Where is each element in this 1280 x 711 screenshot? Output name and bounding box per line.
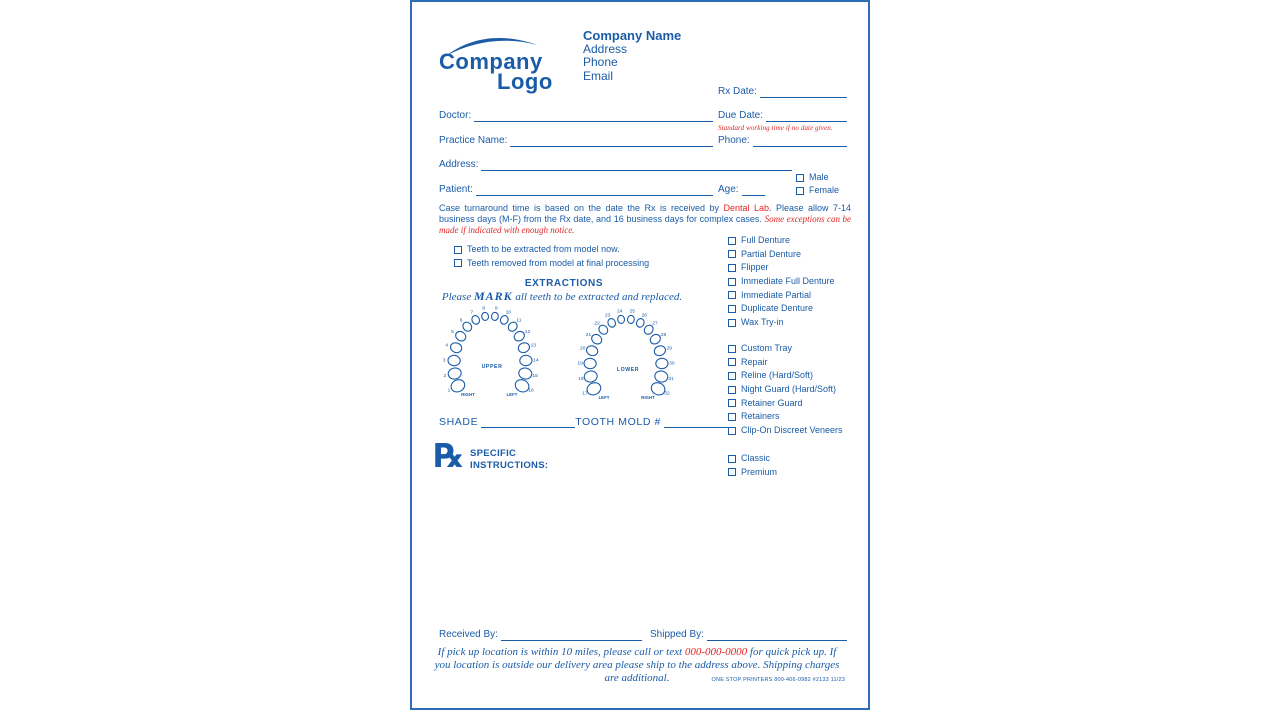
- tier-options-list: [728, 454, 777, 481]
- tooth-number: 3: [442, 358, 446, 364]
- denture-option[interactable]: [728, 250, 835, 259]
- tooth-3[interactable]: [448, 355, 461, 366]
- tooth-number: 30: [669, 361, 675, 367]
- tooth-14[interactable]: [519, 355, 532, 366]
- denture-option-label: Immediate Partial: [741, 289, 812, 300]
- female-option[interactable]: [796, 186, 839, 195]
- tooth-number: 19: [577, 361, 583, 367]
- tooth-number: 22: [594, 321, 600, 327]
- tooth-number: 24: [617, 309, 623, 315]
- turnaround-note: [439, 203, 851, 236]
- patient-field: [439, 184, 713, 196]
- tooth-number: 12: [524, 329, 531, 335]
- tooth-number: 1: [447, 388, 451, 394]
- denture-option-checkbox[interactable]: [728, 237, 736, 245]
- denture-option-checkbox[interactable]: [728, 250, 736, 258]
- tooth-number: 28: [660, 332, 667, 338]
- tooth-31[interactable]: [654, 370, 669, 383]
- rx-date-blank[interactable]: [760, 86, 847, 98]
- company-phone: Phone: [583, 55, 618, 69]
- due-date-label: Due Date:: [718, 110, 764, 121]
- appliance-option-checkbox[interactable]: [728, 372, 736, 380]
- specific-instructions-heading: [470, 448, 548, 471]
- received-by-label: Received By:: [439, 629, 498, 640]
- pickup-note-pre: If pick up location is within 10 miles, please call or text: [437, 646, 685, 658]
- denture-option-checkbox[interactable]: [728, 291, 736, 299]
- appliance-option[interactable]: [728, 371, 843, 380]
- address-blank[interactable]: [481, 159, 792, 171]
- turnaround-text-1: Case turnaround time is based on the date the Rx is received by: [439, 203, 724, 213]
- appliance-option-label: Night Guard (Hard/Soft): [741, 384, 837, 395]
- doctor-field: [439, 110, 713, 122]
- tooth-mold-blank[interactable]: [664, 416, 728, 428]
- tooth-4[interactable]: [449, 341, 463, 354]
- rx-date-field: [718, 86, 847, 98]
- tooth-8[interactable]: [481, 312, 489, 321]
- denture-option[interactable]: [728, 263, 835, 272]
- tooth-30[interactable]: [655, 358, 668, 369]
- practice-name-blank[interactable]: [510, 135, 713, 147]
- male-option[interactable]: [796, 173, 829, 182]
- printer-info-line: ONE STOP PRINTERS 800-406-0982 #2133 11/23: [711, 677, 845, 683]
- appliance-option-checkbox[interactable]: [728, 413, 736, 421]
- appliance-option-checkbox[interactable]: [728, 386, 736, 394]
- doctor-label: Doctor:: [439, 110, 472, 121]
- tooth-number: 29: [666, 346, 673, 352]
- due-date-blank[interactable]: [766, 110, 847, 122]
- specific-instructions-area[interactable]: [439, 482, 847, 622]
- shipped-by-field: [650, 629, 847, 641]
- tooth-26[interactable]: [635, 317, 645, 328]
- age-blank[interactable]: [742, 184, 765, 196]
- denture-option[interactable]: [728, 277, 835, 286]
- tier-option-checkbox[interactable]: [728, 455, 736, 463]
- phone-blank[interactable]: [753, 135, 847, 147]
- denture-option[interactable]: [728, 318, 835, 327]
- tooth-5[interactable]: [454, 329, 468, 342]
- appliance-option-checkbox[interactable]: [728, 399, 736, 407]
- model-option[interactable]: [454, 245, 649, 254]
- denture-option-label: Wax Try-in: [741, 317, 784, 328]
- appliance-option-label: Repair: [741, 356, 768, 367]
- turnaround-text-2: . Please allow 7-14 business days (M-F) from the Rx date, and 16 business days for complex cases.: [439, 203, 851, 224]
- tooth-9[interactable]: [491, 312, 499, 321]
- received-by-field: [439, 629, 642, 641]
- arch-side-right-label: LEFT: [506, 392, 518, 397]
- arch-side-left-label: RIGHT: [461, 392, 475, 397]
- tooth-21[interactable]: [590, 332, 604, 345]
- tooth-number: 17: [582, 391, 588, 397]
- extractions-title: EXTRACTIONS: [524, 278, 604, 289]
- tooth-number: 10: [505, 310, 512, 316]
- extractions-subtitle: [429, 289, 695, 304]
- phone-field: [718, 135, 847, 147]
- tooth-10[interactable]: [499, 314, 509, 325]
- denture-option-label: Partial Denture: [741, 248, 802, 259]
- shipped-by-blank[interactable]: [707, 629, 847, 641]
- appliance-option-label: Retainer Guard: [741, 397, 803, 408]
- tooth-number: 7: [470, 310, 474, 316]
- tooth-number: 15: [532, 374, 538, 380]
- tooth-number: 16: [528, 388, 534, 394]
- tooth-number: 11: [516, 318, 522, 324]
- denture-option[interactable]: [728, 304, 835, 313]
- denture-option-label: Duplicate Denture: [741, 303, 814, 314]
- tooth-number: 6: [459, 318, 463, 324]
- denture-option-label: Full Denture: [741, 235, 791, 245]
- tooth-number: 32: [664, 391, 670, 397]
- rx-date-label: Rx Date:: [718, 86, 757, 97]
- appliance-option[interactable]: [728, 412, 843, 421]
- denture-option-checkbox[interactable]: [728, 319, 736, 327]
- appliance-option[interactable]: [728, 358, 843, 367]
- tooth-number: 25: [629, 309, 635, 315]
- model-option-label: Teeth removed from model at final processing: [467, 257, 650, 268]
- pickup-note-post: for quick pick up. If you location is outside our delivery area please ship to the address above. Shipping charges are additional.: [434, 646, 840, 685]
- received-by-blank[interactable]: [501, 629, 642, 641]
- model-option-label: Teeth to be extracted from model now.: [467, 244, 620, 254]
- tooth-15[interactable]: [518, 367, 533, 380]
- appliance-option-checkbox[interactable]: [728, 345, 736, 353]
- model-option-checkbox[interactable]: [454, 259, 462, 267]
- denture-option[interactable]: [728, 236, 835, 245]
- appliance-option-label: Reline (Hard/Soft): [741, 370, 814, 381]
- tooth-number: 13: [530, 343, 537, 349]
- pickup-phone-number: 000-000-0000: [684, 646, 748, 658]
- tooth-number: 9: [494, 306, 498, 312]
- company-name: Company Name: [583, 28, 682, 43]
- tooth-number: 21: [585, 332, 592, 338]
- address-field: [439, 159, 792, 171]
- tooth-number: 31: [668, 377, 674, 383]
- tier-option-checkbox[interactable]: [728, 468, 736, 476]
- practice-name-label: Practice Name:: [439, 135, 508, 146]
- tooth-number: 20: [579, 346, 586, 352]
- tooth-number: 26: [641, 313, 648, 319]
- arch-name-label: UPPER: [481, 364, 503, 370]
- tooth-number: 18: [578, 377, 584, 383]
- due-date-note: Standard working time if no date given.: [718, 124, 833, 132]
- tooth-29[interactable]: [653, 344, 667, 357]
- appliance-option-label: Clip-On Discreet Veneers: [741, 425, 843, 436]
- appliance-option-label: Retainers: [741, 411, 780, 422]
- model-option[interactable]: [454, 259, 649, 268]
- extractions-subtitle-pre: Please: [441, 291, 474, 303]
- tooth-13[interactable]: [517, 341, 531, 354]
- appliance-option-checkbox[interactable]: [728, 358, 736, 366]
- shade-label: SHADE: [439, 416, 479, 428]
- appliance-option-label: Custom Tray: [741, 343, 793, 353]
- tooth-mold-label: TOOTH MOLD #: [575, 416, 661, 428]
- patient-blank[interactable]: [476, 184, 713, 196]
- tier-option-label: Classic: [741, 453, 771, 463]
- denture-option-label: Immediate Full Denture: [741, 276, 835, 287]
- rx-form-page: [410, 0, 870, 710]
- company-address: Address: [583, 41, 628, 56]
- company-info-block: [583, 29, 681, 83]
- rx-symbol-icon: ℞: [434, 436, 464, 475]
- practice-name-field: [439, 135, 713, 147]
- age-field: [718, 184, 765, 196]
- specific-instructions-line2: INSTRUCTIONS:: [470, 459, 549, 471]
- dental-lab-name: Dental Lab: [723, 203, 769, 213]
- model-options-list: [454, 245, 649, 272]
- denture-option[interactable]: [728, 291, 835, 300]
- tooth-number: 4: [445, 343, 449, 349]
- extractions-subtitle-post: all teeth to be extracted and replaced.: [512, 291, 683, 303]
- specific-instructions-line1: SPECIFIC: [470, 448, 517, 459]
- tooth-number: 23: [604, 313, 611, 319]
- appliance-option[interactable]: [728, 426, 843, 435]
- phone-label: Phone:: [718, 135, 750, 146]
- tooth-25[interactable]: [627, 315, 635, 324]
- appliance-options-list: [728, 344, 843, 440]
- tier-option[interactable]: [728, 468, 777, 477]
- lower-arch-diagram[interactable]: [566, 307, 686, 407]
- turnaround-exception: Some exceptions can be made if indicated with enough notice.: [439, 214, 851, 235]
- upper-arch-diagram[interactable]: [430, 304, 550, 404]
- age-label: Age:: [718, 184, 739, 195]
- tooth-2[interactable]: [447, 367, 462, 380]
- tooth-23[interactable]: [607, 317, 617, 328]
- tooth-18[interactable]: [583, 370, 598, 383]
- company-email: Email: [583, 68, 614, 83]
- appliance-option-checkbox[interactable]: [728, 427, 736, 435]
- shade-tooth-mold-row: [439, 416, 719, 428]
- model-option-checkbox[interactable]: [454, 246, 462, 254]
- company-logo-text-line2: Logo: [497, 69, 553, 94]
- denture-option-checkbox[interactable]: [728, 305, 736, 313]
- arch-side-right-label: RIGHT: [641, 395, 655, 400]
- shipped-by-label: Shipped By:: [650, 629, 704, 640]
- extractions-mark-word: MARK: [473, 289, 513, 303]
- appliance-option[interactable]: [728, 344, 843, 353]
- tooth-number: 8: [482, 306, 486, 312]
- tooth-20[interactable]: [585, 344, 599, 357]
- female-label: Female: [809, 185, 840, 195]
- female-checkbox[interactable]: [796, 187, 804, 195]
- tooth-number: 27: [652, 321, 658, 327]
- denture-options-list: [728, 236, 835, 332]
- male-label: Male: [809, 172, 829, 182]
- denture-option-label: Flipper: [741, 262, 769, 273]
- tooth-number: 14: [533, 358, 539, 364]
- appliance-option[interactable]: [728, 385, 843, 394]
- arch-name-label: LOWER: [616, 367, 640, 373]
- due-date-field: [718, 110, 847, 122]
- company-logo-text-line1: Company: [439, 49, 543, 74]
- male-checkbox[interactable]: [796, 174, 804, 182]
- tooth-7[interactable]: [471, 314, 481, 325]
- denture-option-checkbox[interactable]: [728, 278, 736, 286]
- tooth-number: 2: [443, 374, 447, 380]
- arch-side-left-label: LEFT: [598, 395, 610, 400]
- address-label: Address:: [439, 159, 479, 170]
- tier-option[interactable]: [728, 454, 777, 463]
- appliance-option[interactable]: [728, 399, 843, 408]
- tooth-number: 5: [451, 329, 454, 335]
- tooth-19[interactable]: [584, 358, 597, 369]
- tooth-24[interactable]: [617, 315, 625, 324]
- shade-blank[interactable]: [481, 416, 575, 428]
- tier-option-label: Premium: [741, 466, 778, 477]
- tooth-6[interactable]: [461, 320, 473, 333]
- doctor-blank[interactable]: [474, 110, 713, 122]
- denture-option-checkbox[interactable]: [728, 264, 736, 272]
- patient-label: Patient:: [439, 184, 473, 195]
